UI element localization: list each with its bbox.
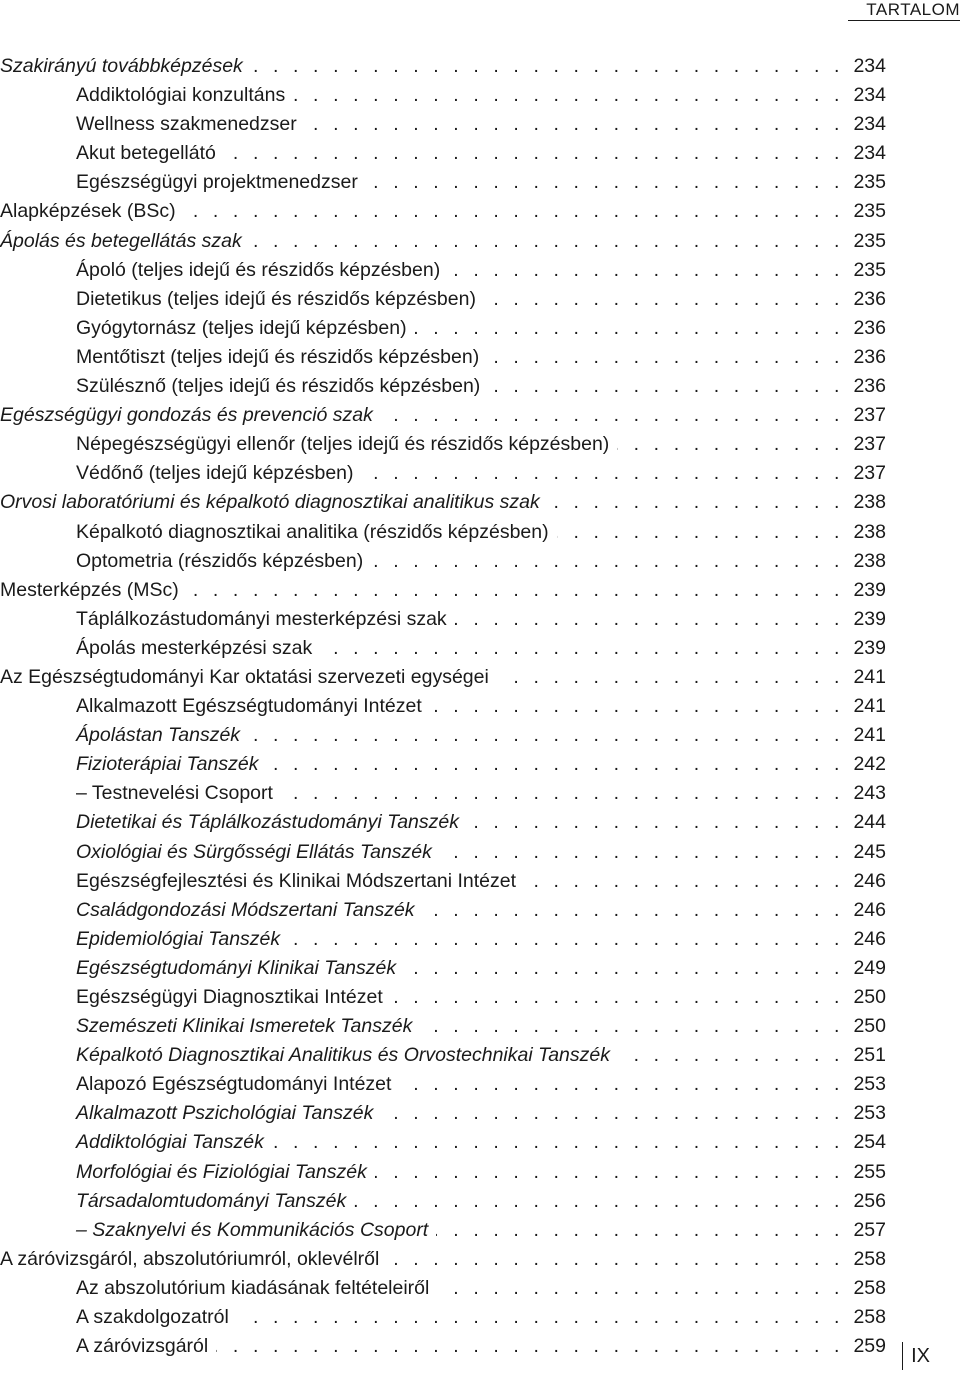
dot-leader xyxy=(497,663,844,692)
dot-leader xyxy=(381,401,844,430)
toc-entry-page: 253 xyxy=(853,1073,886,1096)
table-of-contents xyxy=(0,52,886,1361)
toc-entry[interactable] xyxy=(0,518,886,547)
toc-entry-title: Fizioterápiai Tanszék xyxy=(76,753,259,776)
toc-entry[interactable] xyxy=(0,896,886,925)
dot-leader xyxy=(404,954,844,983)
toc-entry-title: Mesterképzés (MSc) xyxy=(0,578,179,601)
dot-leader xyxy=(557,518,844,547)
toc-entry-page: 236 xyxy=(853,345,886,368)
dot-leader xyxy=(548,488,844,517)
dot-leader xyxy=(237,1303,844,1332)
toc-entry[interactable] xyxy=(0,430,886,459)
toc-entry-title: Addiktológiai konzultáns xyxy=(76,84,286,107)
dot-leader xyxy=(362,459,844,488)
toc-entry-title: Ápoló (teljes idejű és részidős képzésben) xyxy=(76,258,441,281)
toc-entry[interactable] xyxy=(0,488,886,517)
dot-leader xyxy=(272,1128,844,1157)
toc-entry-title: Mentőtiszt (teljes idejű és részidős képzésben) xyxy=(76,345,480,368)
toc-entry-page: 259 xyxy=(853,1335,886,1358)
dot-leader xyxy=(250,227,844,256)
dot-leader xyxy=(436,1216,844,1245)
dot-leader xyxy=(354,1187,844,1216)
toc-entry-page: 234 xyxy=(853,55,886,77)
toc-entry-page: 234 xyxy=(853,142,886,165)
toc-entry-page: 258 xyxy=(853,1306,886,1329)
toc-entry-title: Epidemiológiai Tanszék xyxy=(76,927,281,950)
dot-leader xyxy=(484,285,844,314)
toc-entry-page: 241 xyxy=(853,665,886,688)
toc-entry-page: 236 xyxy=(853,375,886,398)
dot-leader xyxy=(618,1041,844,1070)
toc-entry-title: Gyógytornász (teljes idejű képzésben) xyxy=(76,316,407,339)
toc-entry-title: Képalkotó Diagnosztikai Analitikus és Orvostechnikai Tanszék xyxy=(76,1044,610,1067)
toc-entry-title: Alkalmazott Egészségtudományi Intézet xyxy=(76,695,422,718)
dot-leader xyxy=(375,1158,844,1187)
dot-leader xyxy=(488,372,844,401)
toc-entry-title: Az abszolutórium kiadásának feltételeiről xyxy=(76,1276,430,1299)
toc-entry[interactable] xyxy=(0,1041,886,1070)
toc-entry-page: 253 xyxy=(853,1102,886,1125)
toc-entry[interactable] xyxy=(0,634,886,663)
toc-entry-page: 237 xyxy=(853,433,886,456)
dot-leader xyxy=(437,1274,844,1303)
dot-leader xyxy=(366,168,844,197)
toc-entry[interactable] xyxy=(0,139,886,168)
toc-entry-page: 250 xyxy=(853,986,886,1008)
toc-entry-title: Alapképzések (BSc) xyxy=(0,200,176,223)
toc-entry[interactable] xyxy=(0,663,886,692)
toc-entry-page: 241 xyxy=(853,724,886,747)
toc-entry-page: 239 xyxy=(853,636,886,659)
toc-entry[interactable] xyxy=(0,285,886,314)
toc-entry-page: 235 xyxy=(853,200,886,223)
toc-entry-page: 246 xyxy=(853,898,886,921)
dot-leader xyxy=(216,1332,844,1361)
dot-leader xyxy=(487,343,844,372)
toc-entry-page: 236 xyxy=(853,287,886,310)
toc-entry-page: 245 xyxy=(853,840,886,863)
toc-entry[interactable] xyxy=(0,925,886,954)
dot-leader xyxy=(455,605,844,634)
toc-entry[interactable] xyxy=(0,576,886,605)
dot-leader xyxy=(248,721,844,750)
toc-entry[interactable] xyxy=(0,750,886,779)
toc-entry-title: Képalkotó diagnosztikai analitika (részidős képzésben) xyxy=(76,520,549,543)
toc-entry[interactable] xyxy=(0,459,886,488)
toc-entry-title: Addiktológiai Tanszék xyxy=(76,1131,264,1154)
toc-entry-title: A szakdolgozatról xyxy=(76,1306,229,1329)
toc-entry[interactable] xyxy=(0,1158,886,1187)
toc-entry-title: Dietetikus (teljes idejű és részidős képzésben) xyxy=(76,287,476,310)
toc-entry-title: Ápolás és betegellátás szak xyxy=(0,229,242,252)
toc-entry-title: Szakirányú továbbképzések xyxy=(0,55,243,77)
toc-entry-page: 234 xyxy=(853,113,886,136)
dot-leader xyxy=(251,52,844,81)
toc-entry-page: 237 xyxy=(853,462,886,485)
dot-leader xyxy=(281,779,844,808)
toc-entry-page: 242 xyxy=(853,753,886,776)
toc-entry[interactable] xyxy=(0,372,886,401)
dot-leader xyxy=(266,750,844,779)
toc-entry-page: 256 xyxy=(853,1189,886,1212)
toc-entry[interactable] xyxy=(0,227,886,256)
toc-entry-title: Optometria (részidős képzésben) xyxy=(76,549,364,572)
dot-leader xyxy=(440,838,844,867)
dot-leader xyxy=(415,314,844,343)
toc-entry-page: 241 xyxy=(853,695,886,718)
toc-entry-page: 239 xyxy=(853,578,886,601)
dot-leader xyxy=(387,1245,844,1274)
toc-entry[interactable] xyxy=(0,1303,886,1332)
toc-entry-page: 239 xyxy=(853,607,886,630)
toc-entry[interactable] xyxy=(0,1099,886,1128)
toc-entry-title: Wellness szakmenedzser xyxy=(76,113,297,136)
toc-entry[interactable] xyxy=(0,343,886,372)
dot-leader xyxy=(371,547,844,576)
toc-entry-title: Akut betegellátó xyxy=(76,142,216,165)
dot-leader xyxy=(320,634,844,663)
toc-entry[interactable] xyxy=(0,197,886,226)
toc-entry-title: Morfológiai és Fiziológiai Tanszék xyxy=(76,1160,367,1183)
toc-entry-page: 251 xyxy=(853,1044,886,1067)
toc-entry[interactable] xyxy=(0,867,886,896)
toc-entry-page: 237 xyxy=(853,404,886,427)
toc-entry-page: 246 xyxy=(853,869,886,892)
toc-entry-page: 254 xyxy=(853,1131,886,1154)
page-number: IX xyxy=(902,1342,930,1370)
toc-entry-title: Szemészeti Klinikai Ismeretek Tanszék xyxy=(76,1015,413,1038)
toc-entry-title: Dietetikai és Táplálkozástudományi Tanszék xyxy=(76,811,459,834)
toc-entry-page: 244 xyxy=(853,811,886,834)
toc-entry[interactable] xyxy=(0,1012,886,1041)
toc-entry[interactable] xyxy=(0,1216,886,1245)
toc-entry[interactable] xyxy=(0,1332,886,1361)
dot-leader xyxy=(224,139,844,168)
toc-entry-title: Egészségfejlesztési és Klinikai Módszertani Intézet xyxy=(76,869,517,892)
toc-entry-title: A záróvizsgáról, abszolutóriumról, oklevélről xyxy=(0,1247,380,1270)
toc-entry-title: Oxiológiai és Sürgősségi Ellátás Tanszék xyxy=(76,840,432,863)
toc-entry-title: Az Egészségtudományi Kar oktatási szervezeti egységei xyxy=(0,665,489,688)
toc-entry[interactable] xyxy=(0,52,886,81)
toc-entry[interactable] xyxy=(0,1274,886,1303)
toc-entry[interactable] xyxy=(0,838,886,867)
toc-entry-page: 246 xyxy=(853,927,886,950)
toc-entry-title: Alkalmazott Pszichológiai Tanszék xyxy=(76,1102,374,1125)
toc-entry-page: 250 xyxy=(853,1015,886,1038)
toc-entry-title: Egészségügyi projektmenedzser xyxy=(76,171,358,194)
toc-entry-page: 238 xyxy=(853,549,886,572)
toc-entry-title: Egészségügyi gondozás és prevenció szak xyxy=(0,404,373,427)
toc-entry-page: 236 xyxy=(853,316,886,339)
dot-leader xyxy=(399,1070,844,1099)
toc-entry-page: 235 xyxy=(853,258,886,281)
toc-entry[interactable] xyxy=(0,256,886,285)
toc-entry-title: Alapozó Egészségtudományi Intézet xyxy=(76,1073,392,1096)
toc-entry-title: Népegészségügyi ellenőr (teljes idejű és részidős képzésben) xyxy=(76,433,610,456)
toc-entry-title: Társadalomtudományi Tanszék xyxy=(76,1189,347,1212)
dot-leader xyxy=(391,983,844,1012)
toc-entry[interactable] xyxy=(0,779,886,808)
toc-entry[interactable] xyxy=(0,1070,886,1099)
dot-leader xyxy=(467,808,844,837)
section-header: TARTALOM xyxy=(848,0,960,21)
dot-leader xyxy=(288,925,844,954)
toc-entry-page: 238 xyxy=(853,491,886,514)
dot-leader xyxy=(423,896,844,925)
toc-entry-page: 258 xyxy=(853,1247,886,1270)
toc-entry-page: 234 xyxy=(853,84,886,107)
toc-entry-page: 235 xyxy=(853,171,886,194)
toc-entry[interactable] xyxy=(0,808,886,837)
toc-entry-page: 257 xyxy=(853,1218,886,1241)
toc-entry[interactable] xyxy=(0,692,886,721)
toc-entry-title: Családgondozási Módszertani Tanszék xyxy=(76,898,415,921)
toc-entry[interactable] xyxy=(0,1128,886,1157)
toc-entry[interactable] xyxy=(0,983,886,1012)
dot-leader xyxy=(187,576,844,605)
dot-leader xyxy=(617,430,844,459)
toc-entry-page: 249 xyxy=(853,956,886,979)
dot-leader xyxy=(305,110,844,139)
toc-entry-title: A záróvizsgáról xyxy=(76,1335,209,1358)
toc-entry[interactable] xyxy=(0,954,886,983)
dot-leader xyxy=(524,867,844,896)
toc-entry-title: Ápolás mesterképzési szak xyxy=(76,636,313,659)
toc-entry[interactable] xyxy=(0,547,886,576)
toc-entry-title: Védőnő (teljes idejű képzésben) xyxy=(76,462,354,485)
dot-leader xyxy=(420,1012,844,1041)
toc-entry-title: Egészségtudományi Klinikai Tanszék xyxy=(76,956,397,979)
dot-leader xyxy=(293,81,844,110)
toc-entry-title: Ápolástan Tanszék xyxy=(76,724,241,747)
dot-leader xyxy=(430,692,844,721)
dot-leader xyxy=(381,1099,844,1128)
toc-entry-page: 238 xyxy=(853,520,886,543)
toc-entry[interactable] xyxy=(0,81,886,110)
toc-entry-title: – Testnevelési Csoport xyxy=(76,782,273,805)
toc-entry[interactable] xyxy=(0,605,886,634)
toc-entry-page: 243 xyxy=(853,782,886,805)
toc-entry[interactable] xyxy=(0,401,886,430)
toc-entry-title: – Szaknyelvi és Kommunikációs Csoport xyxy=(76,1218,429,1241)
toc-entry[interactable] xyxy=(0,110,886,139)
toc-entry-title: Orvosi laboratóriumi és képalkotó diagnosztikai analitikus szak xyxy=(0,491,540,514)
toc-entry-title: Táplálkozástudományi mesterképzési szak xyxy=(76,607,447,630)
toc-entry-title: Szülésznő (teljes idejű és részidős képzésben) xyxy=(76,375,481,398)
toc-entry-page: 258 xyxy=(853,1276,886,1299)
toc-entry-page: 235 xyxy=(853,229,886,252)
toc-entry-page: 255 xyxy=(853,1160,886,1183)
toc-entry[interactable] xyxy=(0,168,886,197)
toc-entry[interactable] xyxy=(0,1187,886,1216)
dot-leader xyxy=(448,256,844,285)
toc-entry[interactable] xyxy=(0,1245,886,1274)
toc-entry[interactable] xyxy=(0,721,886,750)
toc-entry-title: Egészségügyi Diagnosztikai Intézet xyxy=(76,986,383,1008)
dot-leader xyxy=(184,197,844,226)
toc-entry[interactable] xyxy=(0,314,886,343)
